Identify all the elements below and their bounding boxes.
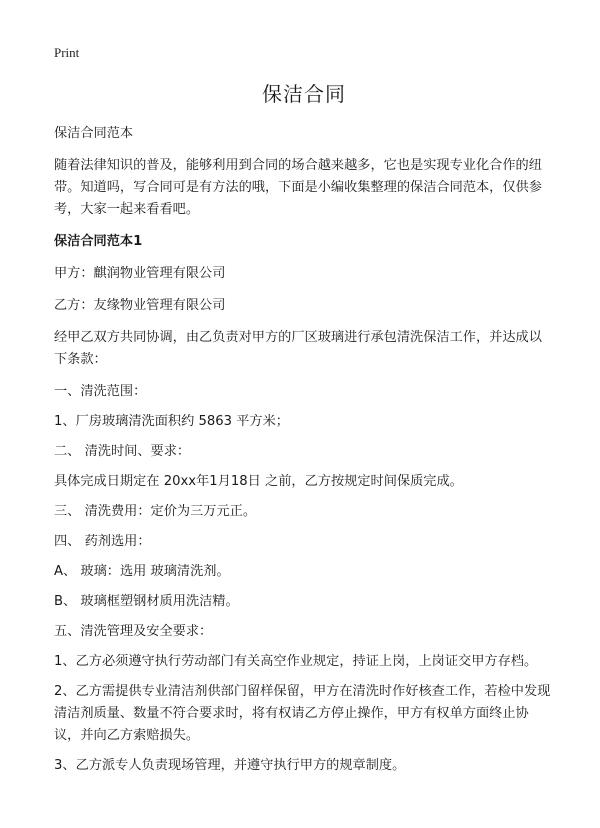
clause-time-detail: 具体完成日期定在 20xx年1月18日 之前，乙方按规定时间保质完成。 bbox=[54, 474, 463, 489]
clause-scope-area: 1、厂房玻璃清洗面积约 5863 平方米； bbox=[54, 414, 289, 429]
print-link[interactable]: Print bbox=[54, 45, 80, 60]
section-heading: 保洁合同范本1 bbox=[54, 234, 143, 249]
clause-safety-3: 3、乙方派专人负责现场管理，并遵守执行甲方的规章制度。 bbox=[54, 758, 406, 773]
clause-safety-2: 2、乙方需提供专业清洁剂供部门留样保留，甲方在清洗时作好核查工作，若检中发现清洁剂质量、数量不符合要求时，将有权请乙方停止操作，甲方有权单方面终止协议，并向乙方索赔损失。 bbox=[54, 684, 551, 743]
document-body bbox=[54, 78, 554, 785]
clause-agent-heading: 四、 药剂选用： bbox=[54, 534, 151, 549]
clause-agent-frame: B、 玻璃框塑钢材质用洗洁精。 bbox=[54, 594, 239, 609]
clause-scope-heading: 一、清洗范围： bbox=[54, 384, 147, 399]
agreement-paragraph: 经甲乙双方共同协调，由乙负责对甲方的厂区玻璃进行承包清洗保洁工作，并达成以下条款： bbox=[54, 330, 542, 367]
clause-safety-heading: 五、清洗管理及安全要求： bbox=[54, 624, 213, 639]
intro-paragraph: 随着法律知识的普及，能够利用到合同的场合越来越多，它也是实现专业化合作的纽带。知道吗，写合同可是有方法的哦，下面是小编收集整理的保洁合同范本，仅供参考，大家一起来看看吧。 bbox=[54, 158, 542, 217]
party-a: 甲方：麒润物业管理有限公司 bbox=[54, 266, 226, 281]
clause-safety-1: 1、乙方必须遵守执行劳动部门有关高空作业规定，持证上岗，上岗证交甲方存档。 bbox=[54, 654, 538, 669]
document-subtitle: 保洁合同范本 bbox=[54, 126, 134, 141]
clause-fee: 三、 清洗费用：定价为三万元正。 bbox=[54, 504, 257, 519]
clause-agent-glass: A、 玻璃：选用 玻璃清洗剂。 bbox=[54, 564, 230, 579]
clause-time-heading: 二、 清洗时间、要求： bbox=[54, 444, 191, 459]
party-b: 乙方：友缘物业管理有限公司 bbox=[54, 298, 226, 313]
document-title: 保洁合同 bbox=[262, 82, 346, 106]
